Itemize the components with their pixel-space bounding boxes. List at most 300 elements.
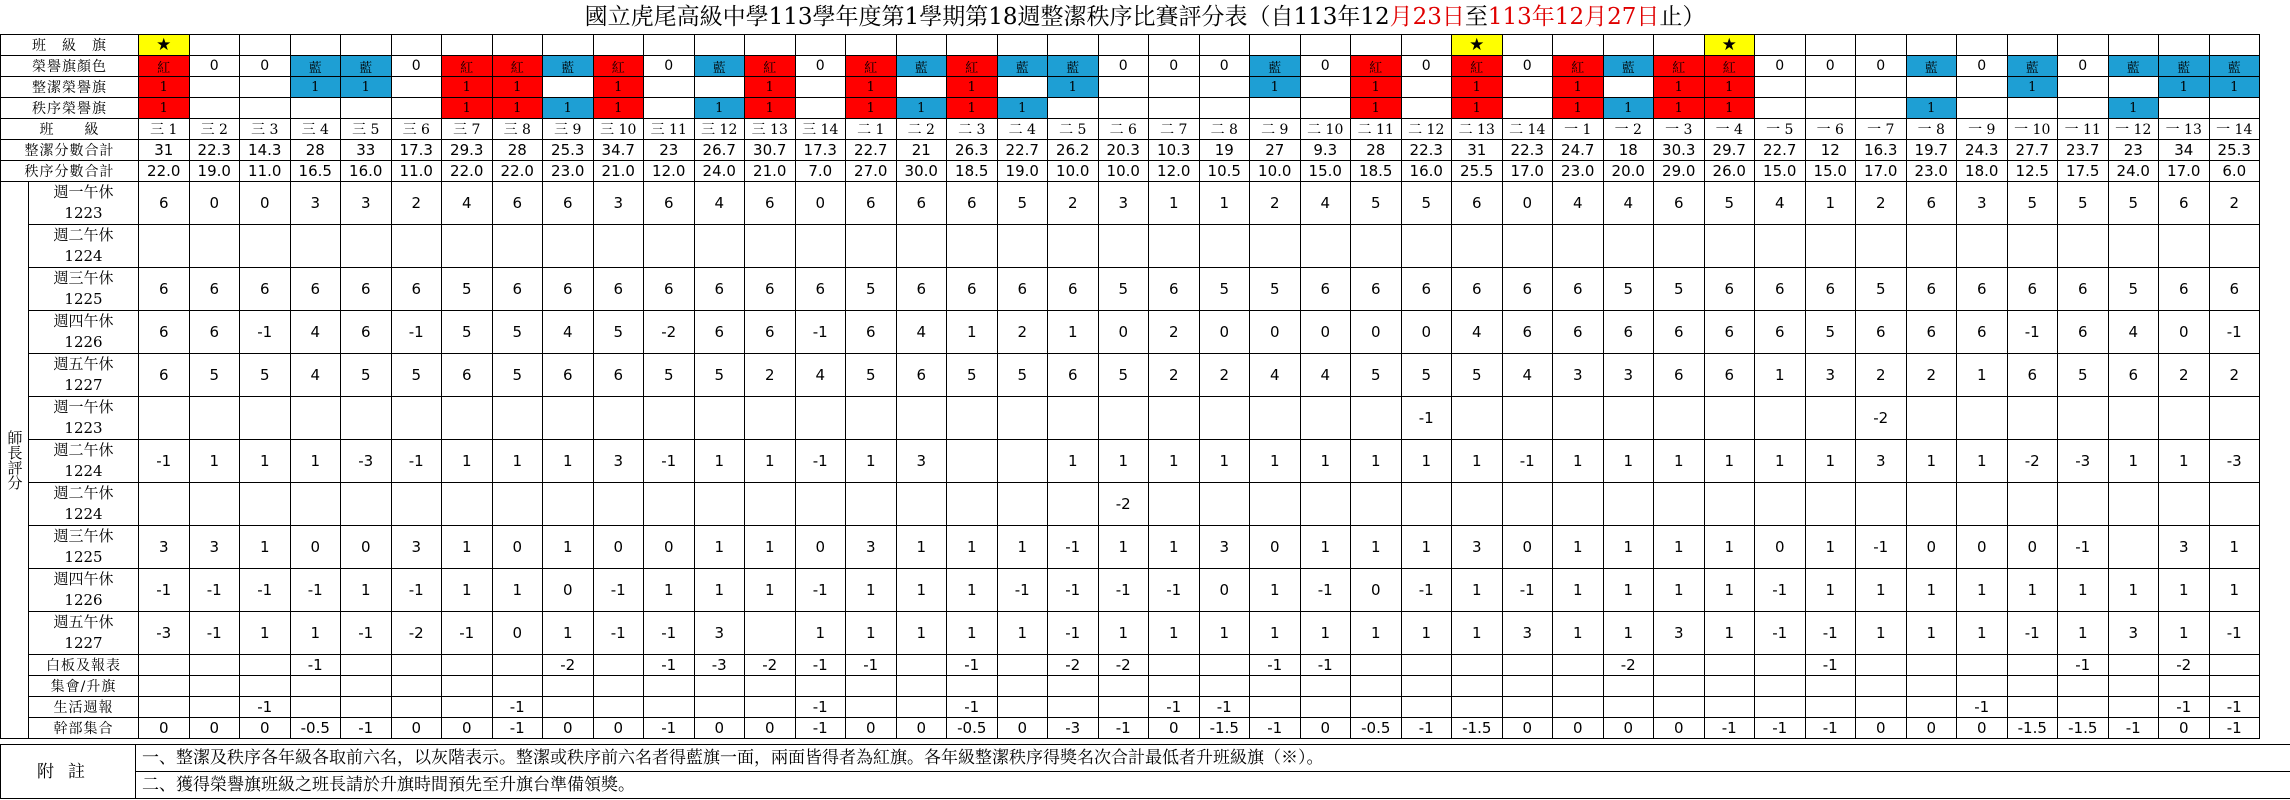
eval-cell: 5 [997, 182, 1048, 225]
eval-cell [745, 225, 796, 268]
eval-cell: -1 [1048, 569, 1099, 612]
eval-row [1, 311, 2260, 354]
misc-cell [1149, 655, 1200, 676]
misc-cell: -1 [1250, 655, 1301, 676]
order-flag-cell [1805, 98, 1856, 119]
eval-cell: 1 [1351, 440, 1402, 483]
misc-cell: -1 [1250, 718, 1301, 739]
misc-cell [2007, 697, 2058, 718]
eval-cell: 1 [1704, 526, 1755, 569]
eval-cell: 3 [694, 612, 745, 655]
class-header-cell: 三 10 [593, 119, 644, 140]
title-start-date: 月23日 [1389, 4, 1465, 30]
eval-cell: 6 [1704, 268, 1755, 311]
score-table [0, 34, 2260, 739]
eval-cell: 6 [593, 268, 644, 311]
order-flag-cell: 1 [1654, 98, 1705, 119]
honor-color-cell: 0 [1502, 56, 1553, 77]
eval-cell: 5 [2007, 182, 2058, 225]
order-total-cell: 15.0 [1300, 161, 1351, 182]
eval-cell: 1 [745, 440, 796, 483]
misc-cell [1704, 697, 1755, 718]
misc-cell [391, 697, 442, 718]
misc-cell: -2 [543, 655, 594, 676]
order-total-cell: 16.5 [290, 161, 341, 182]
eval-cell: 6 [1452, 268, 1503, 311]
clean-flag-cell: 1 [1452, 77, 1503, 98]
honor-color-cell: 藍 [997, 56, 1048, 77]
order-flag-cell [1250, 98, 1301, 119]
eval-cell: -2 [1856, 397, 1907, 440]
eval-cell: -3 [2209, 440, 2260, 483]
eval-row-date: 1226 [64, 333, 103, 351]
eval-cell [1502, 225, 1553, 268]
misc-cell: -1 [492, 697, 543, 718]
misc-cell [442, 697, 493, 718]
class-header-cell: 一 12 [2108, 119, 2159, 140]
flag-cell [1250, 35, 1301, 56]
misc-cell [1856, 655, 1907, 676]
eval-cell [644, 225, 695, 268]
class-header-cell: 一 14 [2209, 119, 2260, 140]
eval-row-date: 1225 [64, 290, 103, 308]
eval-cell: 1 [1805, 569, 1856, 612]
eval-cell: 1 [2209, 526, 2260, 569]
eval-cell: 5 [947, 354, 998, 397]
eval-cell: 1 [2108, 569, 2159, 612]
eval-cell [1300, 397, 1351, 440]
eval-cell: -2 [1098, 483, 1149, 526]
eval-cell: -1 [1755, 569, 1806, 612]
eval-cell: -1 [290, 569, 341, 612]
eval-cell [492, 397, 543, 440]
eval-cell [1805, 397, 1856, 440]
eval-cell [1351, 483, 1402, 526]
flag-cell [2209, 35, 2260, 56]
eval-row-date: 1224 [64, 505, 103, 523]
eval-cell: 5 [442, 311, 493, 354]
eval-cell [240, 397, 291, 440]
misc-cell [1351, 697, 1402, 718]
eval-row-date: 1226 [64, 591, 103, 609]
eval-cell: -1 [1300, 569, 1351, 612]
eval-cell: 1 [2007, 569, 2058, 612]
misc-row [1, 655, 2260, 676]
class-header-label: 班 級 [1, 119, 139, 140]
eval-cell: 1 [1704, 569, 1755, 612]
flag-cell [644, 35, 695, 56]
eval-cell: 4 [896, 311, 947, 354]
eval-cell: 0 [492, 612, 543, 655]
eval-cell: 0 [644, 526, 695, 569]
misc-cell [1452, 697, 1503, 718]
honor-color-cell: 0 [1856, 56, 1907, 77]
eval-cell [593, 225, 644, 268]
order-flag-cell [1856, 98, 1907, 119]
eval-cell: 0 [1401, 311, 1452, 354]
honor-color-cell: 藍 [694, 56, 745, 77]
eval-cell: -1 [2058, 526, 2109, 569]
eval-cell: 0 [240, 182, 291, 225]
clean-flag-cell: 1 [846, 77, 897, 98]
eval-cell: 6 [1149, 268, 1200, 311]
order-flag-cell [391, 98, 442, 119]
clean-flag-cell [1906, 77, 1957, 98]
eval-cell: 6 [1755, 311, 1806, 354]
eval-cell: 5 [1250, 268, 1301, 311]
eval-cell: 1 [896, 569, 947, 612]
eval-cell: 6 [896, 268, 947, 311]
clean-total-cell: 33 [341, 140, 392, 161]
honor-color-cell: 紅 [846, 56, 897, 77]
eval-row-label [29, 612, 139, 655]
honor-color-cell: 0 [1300, 56, 1351, 77]
eval-cell: 5 [1856, 268, 1907, 311]
order-total-cell: 22.0 [139, 161, 190, 182]
flag-cell [1957, 35, 2008, 56]
eval-cell: 1 [1401, 612, 1452, 655]
misc-cell [1048, 676, 1099, 697]
eval-cell [2108, 483, 2159, 526]
eval-cell: 6 [1704, 311, 1755, 354]
eval-cell [290, 483, 341, 526]
eval-cell [2007, 483, 2058, 526]
eval-cell [997, 397, 1048, 440]
flag-cell [1553, 35, 1604, 56]
eval-cell: 4 [1502, 354, 1553, 397]
misc-cell [240, 655, 291, 676]
eval-cell: 3 [290, 182, 341, 225]
eval-cell [947, 225, 998, 268]
misc-cell [947, 676, 998, 697]
order-total-cell: 22.0 [492, 161, 543, 182]
eval-cell [492, 225, 543, 268]
eval-cell: -1 [1401, 569, 1452, 612]
eval-cell: 1 [1856, 569, 1907, 612]
eval-cell [1351, 397, 1402, 440]
class-header-cell: 二 9 [1250, 119, 1301, 140]
misc-cell: -1.5 [2058, 718, 2109, 739]
order-flag-cell: 1 [593, 98, 644, 119]
class-header-cell: 一 6 [1805, 119, 1856, 140]
order-total-cell: 23.0 [543, 161, 594, 182]
class-flag-row [1, 35, 2260, 56]
eval-cell: 6 [1654, 182, 1705, 225]
eval-cell: -1 [2007, 311, 2058, 354]
eval-cell [1957, 483, 2008, 526]
eval-cell: -1 [189, 569, 240, 612]
eval-cell [1452, 225, 1503, 268]
flag-cell [694, 35, 745, 56]
eval-row-date: 1227 [64, 634, 103, 652]
eval-cell: 6 [1351, 268, 1402, 311]
eval-cell: 1 [846, 569, 897, 612]
eval-cell: 0 [1351, 569, 1402, 612]
clean-total-cell: 19.7 [1906, 140, 1957, 161]
class-header-cell: 二 5 [1048, 119, 1099, 140]
misc-cell [1401, 655, 1452, 676]
eval-cell: 6 [189, 311, 240, 354]
class-header-cell: 二 8 [1199, 119, 1250, 140]
eval-cell: 1 [1098, 612, 1149, 655]
eval-cell: 1 [997, 612, 1048, 655]
misc-cell [1351, 676, 1402, 697]
eval-cell: 5 [846, 268, 897, 311]
clean-flag-cell: 1 [2159, 77, 2210, 98]
misc-cell [290, 697, 341, 718]
eval-cell: 3 [2108, 612, 2159, 655]
clean-total-cell: 27.7 [2007, 140, 2058, 161]
eval-cell: 3 [846, 526, 897, 569]
eval-cell [1805, 483, 1856, 526]
eval-cell: 1 [1300, 440, 1351, 483]
eval-cell: 3 [1856, 440, 1907, 483]
eval-cell: 5 [644, 354, 695, 397]
misc-cell [1452, 676, 1503, 697]
eval-cell: 5 [1603, 268, 1654, 311]
eval-cell: 0 [189, 182, 240, 225]
eval-cell: -2 [644, 311, 695, 354]
misc-cell: 0 [1856, 718, 1907, 739]
order-flag-cell: 1 [139, 98, 190, 119]
note-line-1: 一、整潔及秩序各年級各取前六名，以灰階表示。整潔或秩序前六名者得藍旗一面，兩面皆得者為紅旗。各年級整潔秩序得獎名次合計最低者升班級旗（※）。 [136, 745, 2290, 772]
misc-cell: 0 [2159, 718, 2210, 739]
eval-cell: -1 [2209, 612, 2260, 655]
misc-cell: -1 [795, 718, 846, 739]
eval-cell: 4 [290, 354, 341, 397]
eval-row-label [29, 268, 139, 311]
eval-cell: 6 [1553, 268, 1604, 311]
eval-cell: 6 [139, 268, 190, 311]
misc-cell: -1 [240, 697, 291, 718]
eval-cell: 1 [1250, 440, 1301, 483]
eval-cell: -1 [1401, 397, 1452, 440]
class-header-cell: 一 9 [1957, 119, 2008, 140]
eval-cell: 3 [896, 440, 947, 483]
eval-cell: 4 [442, 182, 493, 225]
clean-flag-cell: 1 [2209, 77, 2260, 98]
clean-flag-cell: 1 [1553, 77, 1604, 98]
eval-cell: 1 [1805, 440, 1856, 483]
eval-cell: -1 [1048, 612, 1099, 655]
eval-cell: -1 [240, 311, 291, 354]
eval-cell: 6 [2209, 268, 2260, 311]
misc-cell: -1.5 [1199, 718, 1250, 739]
flag-cell [1199, 35, 1250, 56]
eval-cell [795, 225, 846, 268]
misc-cell: -1 [947, 697, 998, 718]
eval-cell: 6 [1452, 182, 1503, 225]
class-header-cell: 一 10 [2007, 119, 2058, 140]
eval-cell: -1 [1098, 569, 1149, 612]
eval-cell: 1 [442, 526, 493, 569]
order-total-cell: 12.0 [644, 161, 695, 182]
eval-cell: 4 [543, 311, 594, 354]
misc-cell [593, 676, 644, 697]
eval-cell: 6 [341, 268, 392, 311]
order-total-cell: 10.0 [1048, 161, 1099, 182]
eval-cell: -1 [644, 612, 695, 655]
eval-cell [543, 397, 594, 440]
eval-cell: 5 [1401, 182, 1452, 225]
misc-cell [139, 676, 190, 697]
eval-cell [341, 397, 392, 440]
eval-cell [2058, 225, 2109, 268]
clean-total-cell: 26.3 [947, 140, 998, 161]
misc-cell [2058, 697, 2109, 718]
star-icon: ★ [1452, 35, 1503, 56]
eval-cell: 6 [694, 311, 745, 354]
class-header-cell: 二 14 [1502, 119, 1553, 140]
misc-cell [341, 676, 392, 697]
eval-cell: 1 [1603, 440, 1654, 483]
eval-cell [1856, 225, 1907, 268]
flag-cell [543, 35, 594, 56]
eval-row-label [29, 483, 139, 526]
clean-flag-cell [1199, 77, 1250, 98]
eval-cell: 0 [1250, 311, 1301, 354]
eval-cell: 1 [1048, 311, 1099, 354]
eval-cell: 0 [1250, 526, 1301, 569]
eval-cell [1048, 225, 1099, 268]
eval-cell [2159, 483, 2210, 526]
order-flag-cell [2007, 98, 2058, 119]
eval-cell: 6 [795, 268, 846, 311]
misc-cell [1906, 676, 1957, 697]
eval-cell: 5 [240, 354, 291, 397]
eval-cell: 5 [1805, 311, 1856, 354]
eval-cell [896, 397, 947, 440]
clean-total-cell: 21 [896, 140, 947, 161]
misc-cell: -1 [846, 655, 897, 676]
honor-color-cell: 紅 [1553, 56, 1604, 77]
misc-cell [1957, 676, 2008, 697]
honor-color-cell: 0 [189, 56, 240, 77]
eval-cell: 6 [1654, 311, 1705, 354]
order-flag-cell: 1 [745, 98, 796, 119]
eval-cell: 5 [391, 354, 442, 397]
eval-cell: 1 [1906, 440, 1957, 483]
eval-cell: 3 [593, 440, 644, 483]
eval-row [1, 569, 2260, 612]
misc-cell [997, 697, 1048, 718]
eval-cell: 1 [694, 569, 745, 612]
eval-cell: 3 [189, 526, 240, 569]
flag-cell [1351, 35, 1402, 56]
eval-row-date: 1224 [64, 247, 103, 265]
eval-cell: 5 [2108, 182, 2159, 225]
class-header-cell: 三 6 [391, 119, 442, 140]
misc-cell: 0 [694, 718, 745, 739]
eval-cell [1149, 483, 1200, 526]
misc-cell [2058, 676, 2109, 697]
honor-color-cell: 0 [240, 56, 291, 77]
clean-total-cell: 27 [1250, 140, 1301, 161]
eval-cell: 1 [896, 612, 947, 655]
eval-cell: 6 [846, 182, 897, 225]
eval-cell: 0 [543, 569, 594, 612]
misc-cell: -1 [341, 718, 392, 739]
order-total-cell: 21.0 [745, 161, 796, 182]
flag-cell [341, 35, 392, 56]
eval-cell: 5 [341, 354, 392, 397]
eval-cell: 6 [1856, 311, 1907, 354]
eval-cell [694, 397, 745, 440]
eval-cell [644, 397, 695, 440]
eval-cell: 2 [2209, 182, 2260, 225]
eval-cell: 1 [2108, 440, 2159, 483]
misc-cell: -1 [1957, 697, 2008, 718]
eval-cell [2007, 397, 2058, 440]
eval-cell [947, 483, 998, 526]
eval-row-label [29, 526, 139, 569]
misc-cell [543, 697, 594, 718]
eval-cell: -1 [795, 569, 846, 612]
misc-cell: -1 [795, 655, 846, 676]
eval-cell: 6 [947, 182, 998, 225]
eval-cell [1755, 397, 1806, 440]
clean-flag-cell: 1 [139, 77, 190, 98]
eval-cell [2159, 397, 2210, 440]
clean-flag-cell [1098, 77, 1149, 98]
misc-cell: 0 [896, 718, 947, 739]
eval-cell: 0 [1755, 526, 1806, 569]
misc-cell: -1 [2209, 718, 2260, 739]
eval-cell: -3 [2058, 440, 2109, 483]
eval-cell: 5 [492, 354, 543, 397]
clean-flag-cell: 1 [2007, 77, 2058, 98]
clean-flag-cell [1755, 77, 1806, 98]
eval-cell: 6 [1906, 268, 1957, 311]
eval-cell: 6 [543, 354, 594, 397]
eval-cell: -1 [1149, 569, 1200, 612]
order-flag-cell: 1 [947, 98, 998, 119]
eval-cell: -1 [240, 569, 291, 612]
eval-cell: -1 [1502, 440, 1553, 483]
eval-row [1, 440, 2260, 483]
eval-cell: 1 [2058, 612, 2109, 655]
eval-cell: 0 [1351, 311, 1402, 354]
misc-cell [2007, 676, 2058, 697]
clean-total-cell: 22.7 [846, 140, 897, 161]
eval-cell: 1 [2209, 569, 2260, 612]
misc-cell: -1 [1755, 718, 1806, 739]
order-total-cell: 12.5 [2007, 161, 2058, 182]
eval-cell: 6 [896, 182, 947, 225]
eval-cell: 0 [795, 526, 846, 569]
eval-cell [896, 483, 947, 526]
misc-row [1, 676, 2260, 697]
misc-cell: -1 [1805, 718, 1856, 739]
eval-cell: 1 [1957, 354, 2008, 397]
eval-row-period: 週五午休 [53, 613, 114, 631]
eval-cell: 1 [543, 440, 594, 483]
honor-color-cell: 藍 [1603, 56, 1654, 77]
notes-heading: 附註 [1, 745, 136, 799]
eval-cell [1502, 397, 1553, 440]
eval-cell: 6 [593, 354, 644, 397]
clean-flag-cell: 1 [492, 77, 543, 98]
clean-total-cell: 18 [1603, 140, 1654, 161]
order-total-cell: 16.0 [1401, 161, 1452, 182]
flag-cell [1805, 35, 1856, 56]
eval-cell [896, 225, 947, 268]
eval-cell [1098, 225, 1149, 268]
misc-cell [1704, 676, 1755, 697]
order-flag-cell: 1 [694, 98, 745, 119]
eval-cell: 6 [1300, 268, 1351, 311]
misc-cell [442, 676, 493, 697]
